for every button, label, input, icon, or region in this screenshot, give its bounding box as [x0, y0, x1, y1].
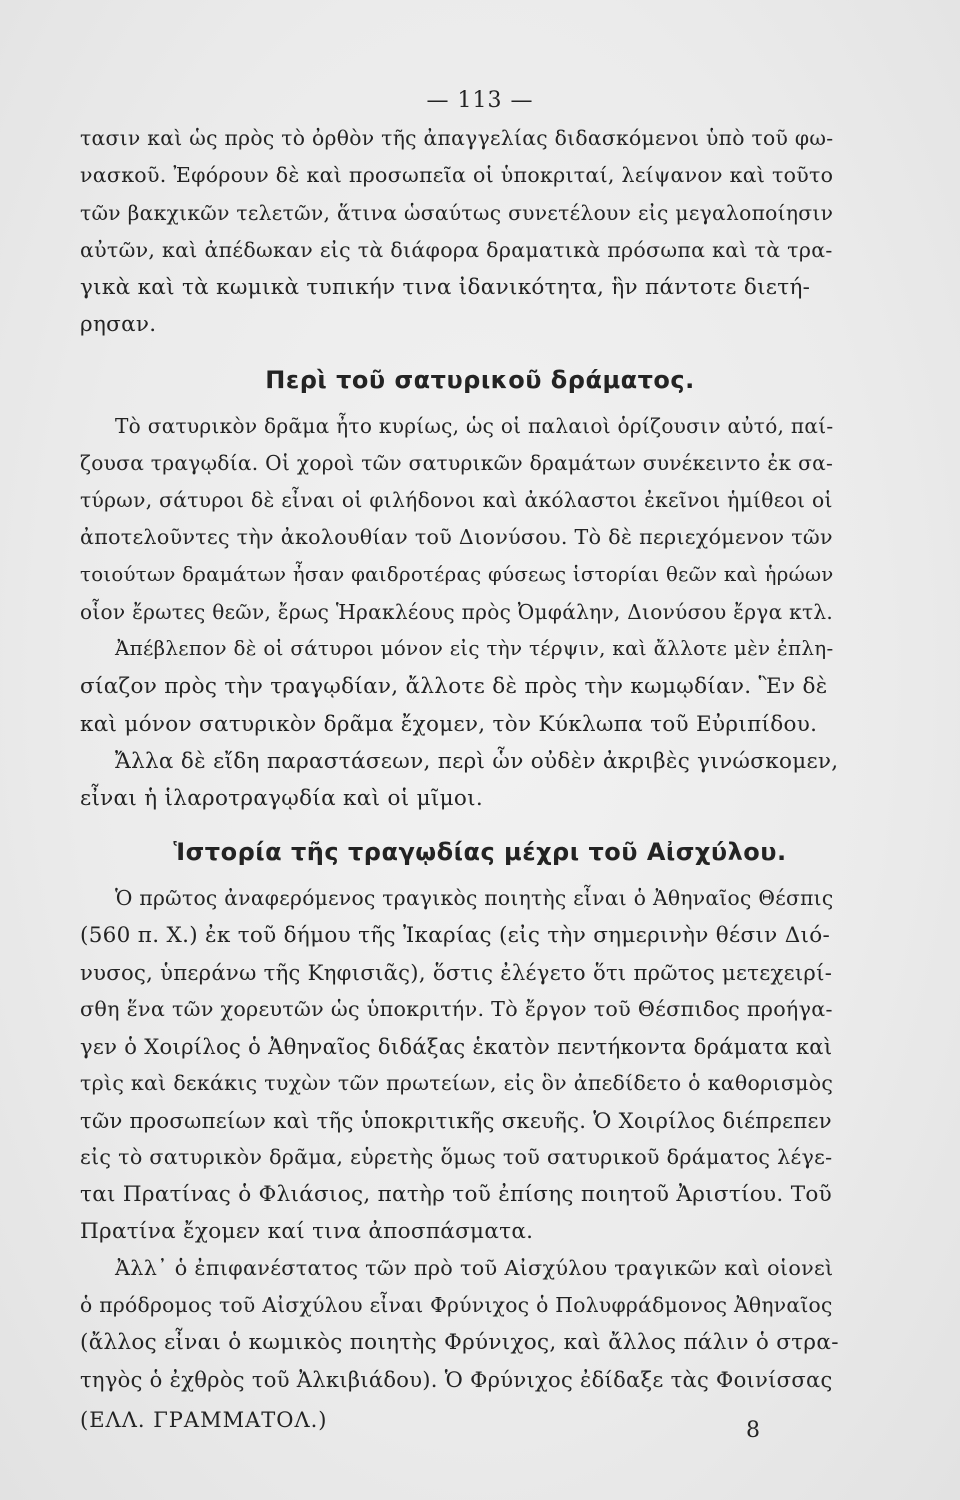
text-line: σθη ἕνα τῶν χορευτῶν ὡς ὑποκριτήν. Τὸ ἔργον τοῦ Θέσπιδος προήγα-	[80, 997, 833, 1021]
text-line: οἷον ἔρωτες θεῶν, ἔρως Ἡρακλέους πρὸς Ὀμφάλην, Διονύσου ἔργα κτλ.	[80, 600, 834, 624]
text-line: γικὰ καὶ τὰ κωμικὰ τυπικήν τινα ἰδανικότητα, ἣν πάντοτε διετή-	[80, 275, 811, 300]
text-line: νασκοῦ. Ἐφόρουν δὲ καὶ προσωπεῖα οἱ ὑποκριταί, λείψανον καὶ τοῦτο	[80, 163, 834, 187]
text-line: Ἀλλ᾽ ὁ ἐπιφανέστατος τῶν πρὸ τοῦ Αἰσχύλου τραγικῶν καὶ οἱονεὶ	[115, 1256, 834, 1280]
text-line: τοιούτων δραμάτων ἦσαν φαιδροτέρας φύσεως ἱστορίαι θεῶν καὶ ἡρώων	[80, 563, 834, 586]
text-line: αὐτῶν, καὶ ἀπέδωκαν εἰς τὰ διάφορα δραματικὰ πρόσωπα καὶ τὰ τρα-	[80, 238, 833, 262]
text-line: τῶν προσωπείων καὶ τῆς ὑποκριτικῆς σκευῆς. Ὁ Χοιρίλος διέπρεπεν	[80, 1108, 832, 1133]
text-line: (ἄλλος εἶναι ὁ κωμικὸς ποιητὴς Φρύνιχος, καὶ ἄλλος πάλιν ὁ στρα-	[80, 1330, 839, 1355]
text-line: καὶ μόνον σατυρικὸν δρᾶμα ἔχομεν, τὸν Κύκλωπα τοῦ Εὐριπίδου.	[80, 712, 818, 737]
section-heading-satyric-drama: Περὶ τοῦ σατυρικοῦ δράματος.	[265, 366, 695, 394]
text-line: Ἄλλα δὲ εἴδη παραστάσεων, περὶ ὧν οὐδὲν ἀκριβὲς γινώσκομεν,	[115, 749, 839, 774]
text-line: Τὸ σατυρικὸν δρᾶμα ἦτο κυρίως, ὡς οἱ παλαιοὶ ὁρίζουσιν αὐτό, παί-	[115, 414, 834, 438]
text-line: τῶν βακχικῶν τελετῶν, ἅτινα ὡσαύτως συνετέλουν εἰς μεγαλοποίησιν	[80, 201, 834, 225]
text-line: εἶναι ἡ ἱλαροτραγῳδία καὶ οἱ μῖμοι.	[80, 786, 483, 811]
text-line: ἀποτελοῦντες τὴν ἀκολουθίαν τοῦ Διονύσου. Τὸ δὲ περιεχόμενον τῶν	[80, 525, 833, 549]
text-line: νυσος, ὑπεράνω τῆς Κηφισιᾶς), ὅστις ἐλέγετο ὅτι πρῶτος μετεχειρί-	[80, 960, 833, 985]
text-line: Ἀπέβλεπον δὲ οἱ σάτυροι μόνον εἰς τὴν τέρψιν, καὶ ἄλλοτε μὲν ἐπλη-	[115, 637, 834, 660]
text-line: σίαζον πρὸς τὴν τραγῳδίαν, ἄλλοτε δὲ πρὸς τὴν κωμῳδίαν. Ἓν δὲ	[80, 674, 828, 699]
text-line: ρησαν.	[80, 312, 157, 337]
text-line: τηγὸς ὁ ἐχθρὸς τοῦ Ἀλκιβιάδου). Ὁ Φρύνιχος ἐδίδαξε τὰς Φοινίσσας	[80, 1367, 833, 1392]
text-line: γεν ὁ Χοιρίλος ὁ Ἀθηναῖος διδάξας ἑκατὸν πεντήκοντα δράματα καὶ	[80, 1034, 833, 1059]
text-line: τύρων, σάτυροι δὲ εἶναι οἱ φιλήδονοι καὶ ἀκόλαστοι ἐκεῖνοι ἡμίθεοι οἱ	[80, 488, 833, 512]
text-line: εἰς τὸ σατυρικὸν δρᾶμα, εὑρετὴς ὅμως τοῦ σατυρικοῦ δράματος λέγε-	[80, 1145, 833, 1169]
page-number: — 113 —	[426, 88, 534, 113]
footer-signature: (ΕΛΛ. ΓΡΑΜΜΑΤΟΛ.)	[80, 1408, 328, 1432]
text-line: ζουσα τραγῳδία. Οἱ χοροὶ τῶν σατυρικῶν δραμάτων συνέκειντο ἐκ σα-	[80, 451, 834, 475]
text-line: (560 π. Χ.) ἐκ τοῦ δήμου τῆς Ἰκαρίας (εἰς τὴν σημερινὴν θέσιν Διό-	[80, 923, 831, 948]
text-line: τασιν καὶ ὡς πρὸς τὸ ὀρθὸν τῆς ἀπαγγελίας διδασκόμενοι ὑπὸ τοῦ φω-	[80, 126, 834, 150]
text-line: τρὶς καὶ δεκάκις τυχὼν τῶν πρωτείων, εἰς ὃν ἀπεδίδετο ὁ καθορισμὸς	[80, 1071, 834, 1095]
text-line: ὁ πρόδρομος τοῦ Αἰσχύλου εἶναι Φρύνιχος ὁ Πολυφράδμονος Ἀθηναῖος	[80, 1293, 833, 1317]
section-heading-history-of-tragedy: Ἱστορία τῆς τραγῳδίας μέχρι τοῦ Αἰσχύλου.	[173, 838, 787, 866]
text-line: Πρατίνα ἔχομεν καί τινα ἀποσπάσματα.	[80, 1219, 534, 1244]
text-line: ται Πρατίνας ὁ Φλιάσιος, πατὴρ τοῦ ἐπίσης ποιητοῦ Ἀριστίου. Τοῦ	[80, 1182, 832, 1207]
text-line: Ὁ πρῶτος ἀναφερόμενος τραγικὸς ποιητὴς εἶναι ὁ Ἀθηναῖος Θέσπις	[115, 886, 834, 910]
footer-sheet-number: 8	[746, 1418, 760, 1443]
